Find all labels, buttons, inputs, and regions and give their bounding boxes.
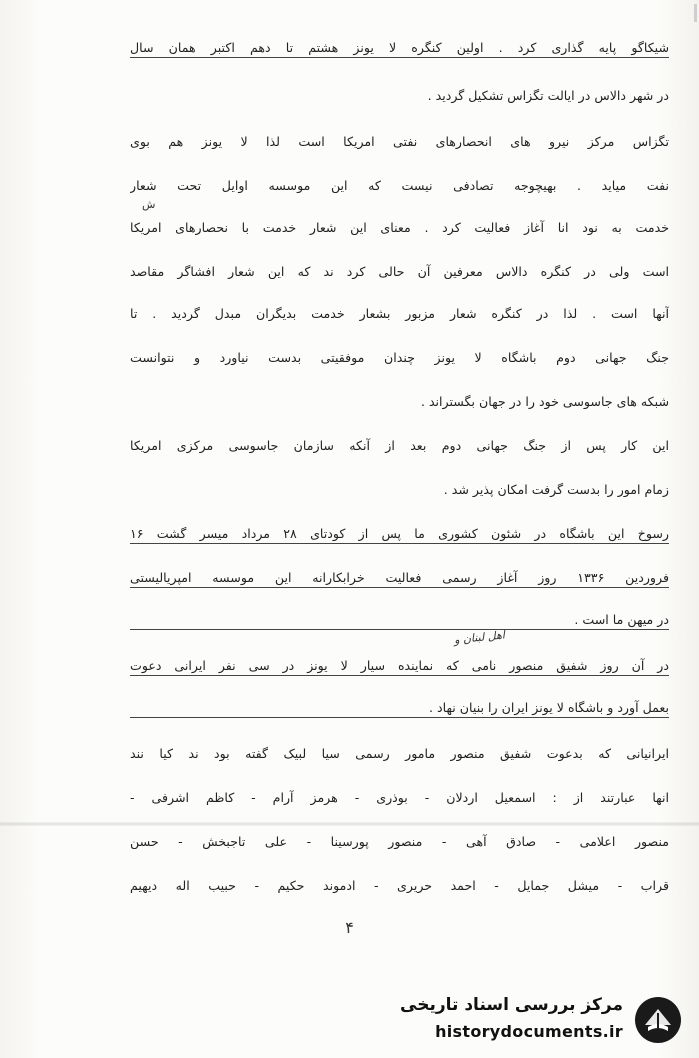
text-line-19: منصور اعلامی - صادق آهی - منصور پورسینا - علی تاجبخش - حسن: [130, 834, 669, 849]
page-number: ۴: [345, 918, 354, 937]
text-line-15: در آن روز شفیق منصور نامی که نماینده سیار لا یونز در سی نفر ایرانی دعوت: [130, 658, 669, 676]
book-emblem-icon: [633, 995, 683, 1045]
text-line-18: انها عبارتند از : اسمعیل اردلان - بوذری - هرمز آرام - کاظم اشرفی -: [130, 790, 669, 805]
text-line-6: است ولی در کنگره دالاس معرفین آن حالی کرد ند که این شعار افشاگر مقاصد: [130, 264, 669, 279]
watermark: [383, 995, 683, 1055]
text-line-20: قراب - میشل جمایل - احمد حریری - ادموند حکیم - حبیب اله دیهیم: [130, 878, 669, 893]
page-edge-mark: [694, 4, 697, 22]
text-line-16: بعمل آورد و باشگاه لا یونز ایران را بنیان نهاد .: [130, 700, 669, 718]
text-line-10: این کار پس از جنگ جهانی دوم بعد از آنکه سازمان جاسوسی مرکزی امریکا: [130, 438, 669, 453]
watermark-title: مرکز بررسی اسناد تاریخی: [400, 995, 623, 1015]
text-line-4: نفت میاید . بهیچوجه تصادفی نیست که این موسسه اوایل تحت شعار: [130, 178, 669, 193]
margin-note: اهل لبنان و: [453, 628, 506, 647]
paper-fold-line: [0, 822, 699, 826]
text-line-7: آنها است . لذا در کنگره شعار مزبور بشعار خدمت بدیگران مبدل گردید . تا: [130, 306, 669, 321]
watermark-url: historydocuments.ir: [435, 1022, 623, 1041]
text-line-13: فروردین ۱۳۳۶ روز آغاز رسمی فعالیت خرابکارانه این موسسه امپریالیستی: [130, 570, 669, 588]
text-line-9: شبکه های جاسوسی خود را در جهان بگستراند .: [420, 394, 669, 409]
text-line-1: شیکاگو پایه گذاری کرد . اولین کنگره لا یونز هشتم تا دهم اکتبر همان سال: [130, 40, 669, 58]
text-line-12: رسوخ این باشگاه در شئون کشوری ما پس از کودتای ۲۸ مرداد میسر گشت ۱۶: [130, 526, 669, 544]
text-line-2: در شهر دالاس در ایالت تگزاس تشکیل گردید .: [427, 88, 669, 103]
text-line-5: خدمت به نود انا آغاز فعالیت کرد . معنای این شعار خدمت با نحصارهای امریکا: [130, 220, 669, 235]
text-line-11: زمام امور را بدست گرفت امکان پذیر شد .: [443, 482, 669, 497]
text-line-3: تگزاس مرکز نیرو های انحصارهای نفتی امریکا است لذا لا یونز هم بوی: [130, 134, 669, 149]
text-line-14: در میهن ما است .: [130, 612, 669, 630]
text-line-8: جنگ جهانی دوم باشگاه لا یونز چندان موفقیتی بدست نیاورد و نتوانست: [130, 350, 669, 365]
superscript-note: ش: [142, 198, 156, 211]
text-line-17: ایرانیانی که بدعوت شفیق منصور مامور رسمی سیا لبیک گفته بود ند کیا نند: [130, 746, 669, 761]
